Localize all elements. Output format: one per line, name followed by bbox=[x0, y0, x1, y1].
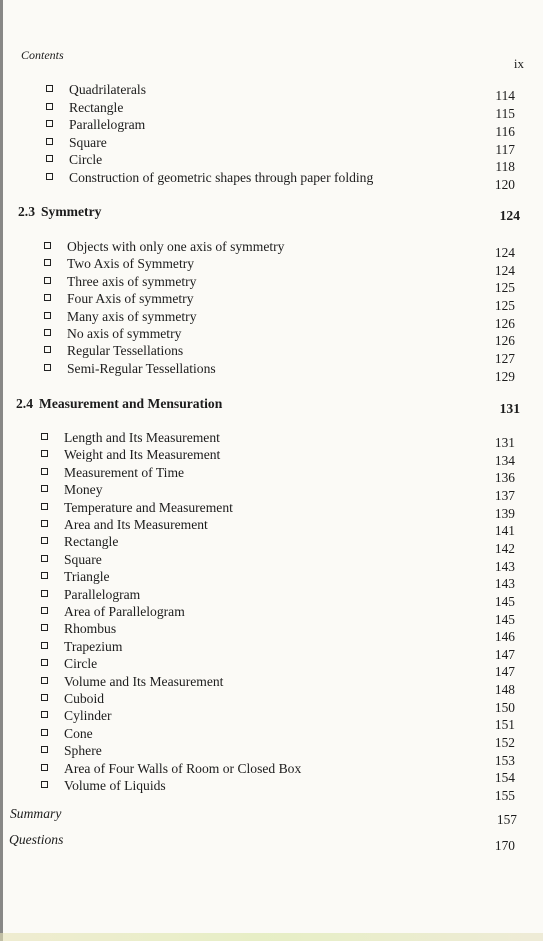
section-heading-2-4[interactable] bbox=[16, 395, 222, 412]
toc-entry-label: Square bbox=[64, 551, 102, 567]
checkbox-bullet-icon bbox=[46, 138, 53, 145]
toc-entry-label: Square bbox=[69, 134, 107, 150]
checkbox-bullet-icon bbox=[44, 346, 51, 353]
toc-entry-page: 118 bbox=[495, 159, 515, 175]
checkbox-bullet-icon bbox=[41, 555, 48, 562]
toc-entry-label: No axis of symmetry bbox=[67, 326, 182, 341]
toc-entry-label: Three axis of symmetry bbox=[67, 273, 197, 289]
checkbox-bullet-icon bbox=[44, 259, 51, 266]
toc-entry-page: 124 bbox=[494, 245, 515, 260]
toc-entry-page: 143 bbox=[494, 576, 515, 592]
checkbox-bullet-icon bbox=[41, 642, 48, 649]
toc-entry-page: 115 bbox=[495, 105, 515, 121]
toc-entry-page: 139 bbox=[494, 505, 515, 521]
checkbox-bullet-icon bbox=[41, 694, 48, 701]
summary-entry[interactable]: Summary bbox=[10, 806, 62, 821]
toc-entry-page: 137 bbox=[494, 487, 515, 503]
toc-entry-page: 124 bbox=[494, 262, 515, 278]
toc-entry-label: Semi-Regular Tessellations bbox=[67, 360, 216, 376]
toc-entry-page: 152 bbox=[494, 735, 515, 751]
page-edge bbox=[0, 0, 3, 941]
toc-entry-label: Volume of Liquids bbox=[64, 778, 166, 793]
page-bottom-tint bbox=[0, 933, 543, 941]
checkbox-bullet-icon bbox=[44, 294, 51, 301]
toc-entry-page: 125 bbox=[494, 297, 515, 313]
checkbox-bullet-icon bbox=[41, 485, 48, 492]
checkbox-bullet-icon bbox=[41, 520, 48, 527]
checkbox-bullet-icon bbox=[41, 677, 48, 684]
running-header: Contents bbox=[21, 48, 64, 62]
toc-entry-label: Parallelogram bbox=[69, 117, 146, 133]
page-number: ix bbox=[513, 56, 524, 71]
toc-entry-page: 151 bbox=[494, 717, 515, 733]
checkbox-bullet-icon bbox=[44, 364, 51, 371]
checkbox-bullet-icon bbox=[41, 624, 48, 631]
section-title: Symmetry bbox=[41, 204, 102, 219]
toc-entry-label: Quadrilaterals bbox=[69, 82, 146, 97]
toc-entry-page: 129 bbox=[494, 368, 515, 384]
toc-entry-page: 150 bbox=[494, 699, 515, 715]
toc-entry-page: 131 bbox=[494, 435, 515, 450]
toc-entry-label: Length and Its Measurement bbox=[64, 430, 220, 445]
toc-entry-page: 145 bbox=[494, 611, 515, 627]
toc-entry-label: Four Axis of symmetry bbox=[67, 291, 194, 307]
checkbox-bullet-icon bbox=[41, 764, 48, 771]
toc-entry-page: 146 bbox=[494, 629, 515, 645]
section-page-2-4: 131 bbox=[499, 401, 520, 416]
checkbox-bullet-icon bbox=[46, 85, 53, 92]
toc-entry-page: 147 bbox=[494, 646, 515, 662]
toc-entry-page: 141 bbox=[494, 523, 515, 539]
toc-entry-label: Rectangle bbox=[64, 534, 119, 550]
toc-entry-page: 114 bbox=[495, 88, 515, 103]
toc-entry-page: 134 bbox=[494, 452, 515, 468]
toc-entry-page: 147 bbox=[494, 664, 515, 680]
toc-entry-page: 120 bbox=[494, 177, 515, 193]
toc-entry-label: Triangle bbox=[64, 569, 110, 585]
checkbox-bullet-icon bbox=[46, 120, 53, 127]
toc-entry-page: 116 bbox=[495, 123, 515, 139]
toc-entry-label: Area and Its Measurement bbox=[64, 517, 208, 532]
summary-page: 157 bbox=[496, 812, 517, 827]
section-heading-2-3[interactable] bbox=[18, 203, 101, 220]
toc-entry-label: Sphere bbox=[64, 743, 102, 759]
toc-entry-page: 154 bbox=[494, 770, 515, 786]
checkbox-bullet-icon bbox=[41, 468, 48, 475]
toc-entry-page: 142 bbox=[494, 540, 515, 556]
checkbox-bullet-icon bbox=[44, 329, 51, 336]
toc-entry-label: Money bbox=[64, 482, 103, 498]
toc-entry-page: 126 bbox=[494, 315, 515, 331]
section-title: Measurement and Mensuration bbox=[39, 396, 223, 411]
checkbox-bullet-icon bbox=[46, 155, 53, 162]
toc-entry-label: Cylinder bbox=[64, 708, 112, 724]
checkbox-bullet-icon bbox=[41, 503, 48, 510]
toc-entry-label: Area of Parallelogram bbox=[64, 604, 185, 619]
toc-entry-label: Circle bbox=[69, 152, 103, 168]
checkbox-bullet-icon bbox=[41, 781, 48, 788]
toc-entry-label: Trapezium bbox=[64, 638, 123, 654]
toc-entry-label: Volume and Its Measurement bbox=[64, 673, 224, 689]
toc-entry-label: Cuboid bbox=[64, 691, 105, 706]
checkbox-bullet-icon bbox=[41, 746, 48, 753]
checkbox-bullet-icon bbox=[44, 312, 51, 319]
section-number: 2.4 bbox=[16, 396, 33, 411]
toc-entry-label: Objects with only one axis of symmetry bbox=[67, 239, 285, 254]
checkbox-bullet-icon bbox=[41, 729, 48, 736]
section-page-2-3: 124 bbox=[499, 208, 520, 223]
toc-entry-label: Rhombus bbox=[64, 621, 117, 637]
checkbox-bullet-icon bbox=[41, 450, 48, 457]
toc-entry-label: Rectangle bbox=[69, 99, 124, 115]
toc-entry-label: Measurement of Time bbox=[64, 464, 185, 480]
toc-entry-label: Temperature and Measurement bbox=[64, 499, 233, 515]
checkbox-bullet-icon bbox=[41, 659, 48, 666]
checkbox-bullet-icon bbox=[44, 277, 51, 284]
toc-entry-label: Circle bbox=[64, 656, 98, 672]
checkbox-bullet-icon bbox=[41, 590, 48, 597]
checkbox-bullet-icon bbox=[41, 537, 48, 544]
toc-entry-page: 136 bbox=[494, 470, 515, 486]
toc-entry-page: 143 bbox=[494, 558, 515, 574]
toc-entry-label: Construction of geometric shapes through paper folding bbox=[69, 170, 374, 185]
toc-entry-label: Cone bbox=[64, 725, 93, 741]
toc-entry-label: Weight and Its Measurement bbox=[64, 447, 221, 463]
toc-entry-label: Two Axis of Symmetry bbox=[67, 256, 195, 272]
questions-entry[interactable]: Questions bbox=[9, 832, 64, 847]
checkbox-bullet-icon bbox=[46, 103, 53, 110]
toc-entry-page: 148 bbox=[494, 682, 515, 698]
toc-entry-page: 155 bbox=[494, 788, 515, 803]
checkbox-bullet-icon bbox=[46, 173, 53, 180]
checkbox-bullet-icon bbox=[41, 711, 48, 718]
toc-entry-page: 145 bbox=[494, 593, 515, 609]
toc-entry-label: Regular Tessellations bbox=[67, 343, 184, 359]
toc-entry-label: Many axis of symmetry bbox=[67, 308, 197, 324]
toc-entry-page: 127 bbox=[494, 350, 515, 366]
toc-entry-label: Area of Four Walls of Room or Closed Box bbox=[64, 760, 302, 776]
checkbox-bullet-icon bbox=[41, 433, 48, 440]
toc-entry-label: Parallelogram bbox=[64, 586, 141, 602]
toc-entry-page: 153 bbox=[494, 752, 515, 768]
questions-page: 170 bbox=[494, 838, 515, 853]
toc-entry-page: 125 bbox=[494, 280, 515, 296]
toc-entry-page: 117 bbox=[495, 141, 515, 157]
checkbox-bullet-icon bbox=[41, 572, 48, 579]
section-number: 2.3 bbox=[18, 204, 35, 219]
checkbox-bullet-icon bbox=[44, 242, 51, 249]
toc-entry-page: 126 bbox=[494, 333, 515, 349]
checkbox-bullet-icon bbox=[41, 607, 48, 614]
